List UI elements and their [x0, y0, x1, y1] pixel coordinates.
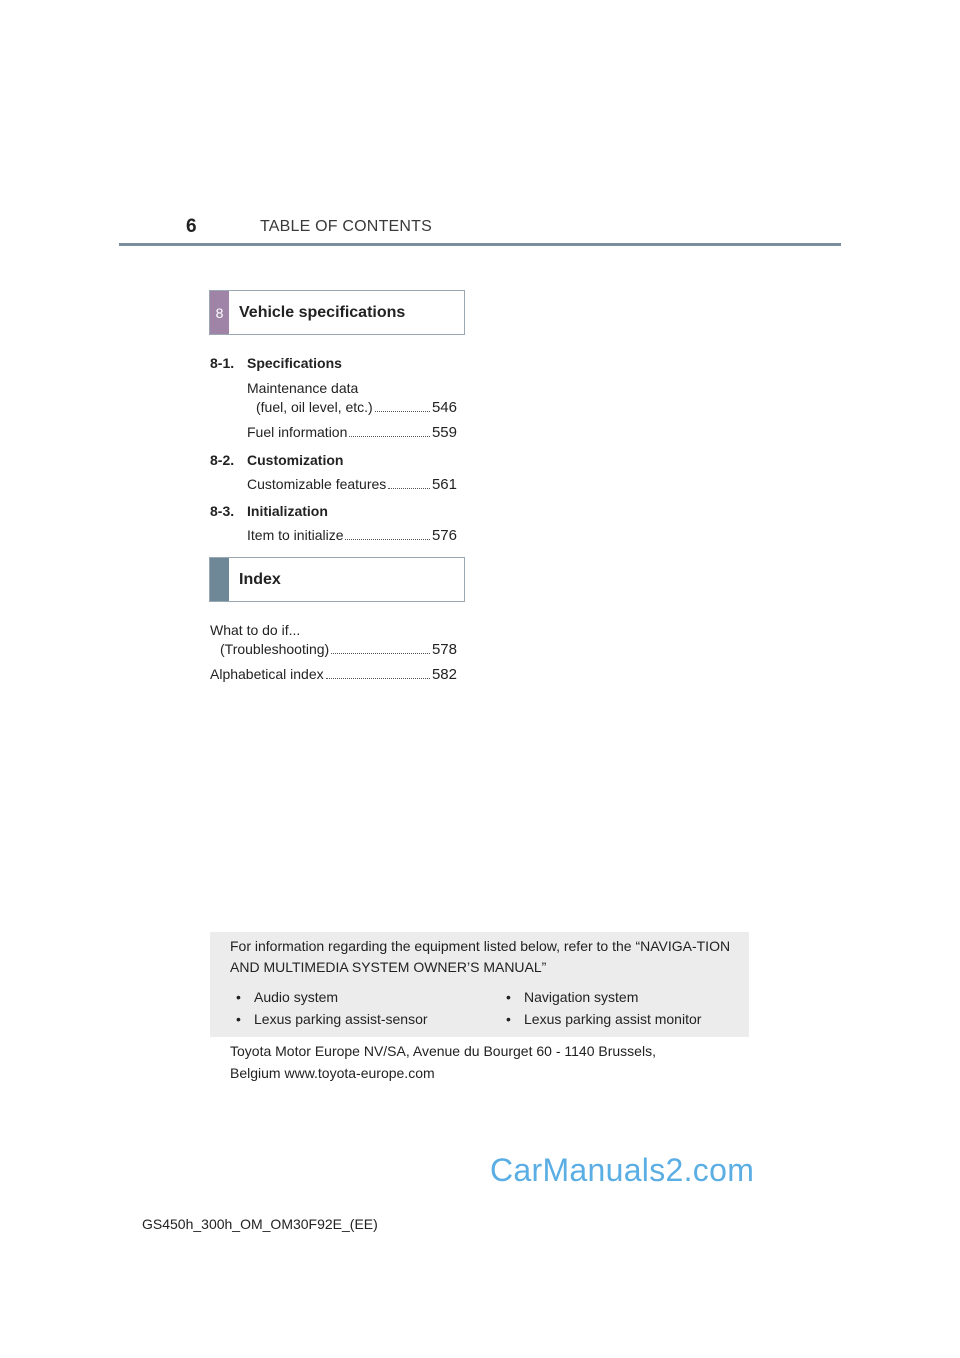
list-item	[506, 1011, 701, 1027]
list-item	[236, 989, 338, 1005]
bullet-icon: •	[506, 989, 511, 1005]
dot-leader	[375, 411, 430, 412]
section-header-vehicle-specifications	[209, 290, 465, 335]
bullet-icon: •	[236, 989, 241, 1005]
toc-entry-label: Item to initialize	[247, 527, 344, 543]
section-tab	[210, 558, 229, 601]
toc-entry-label: Alphabetical index	[210, 666, 324, 682]
dot-leader	[326, 678, 430, 679]
publisher-info	[230, 1040, 730, 1084]
toc-entry-label: Fuel information	[247, 424, 348, 440]
dot-leader	[349, 436, 430, 437]
dot-leader	[331, 653, 430, 654]
watermark-logo: CarManuals2.com	[490, 1152, 755, 1188]
chapter-heading[interactable]	[210, 452, 343, 468]
section-title: Vehicle specifications	[239, 303, 406, 321]
toc-entry[interactable]	[220, 641, 457, 658]
toc-entry[interactable]	[256, 399, 457, 416]
section-tab-number: 8	[210, 291, 229, 334]
publisher-line: Belgium www.toyota-europe.com	[230, 1065, 435, 1081]
bullet-icon: •	[506, 1011, 511, 1027]
list-item-label: Lexus parking assist monitor	[524, 1011, 702, 1027]
chapter-title: Specifications	[247, 355, 342, 371]
toc-entry-label: Customizable features	[247, 476, 387, 492]
chapter-title: Customization	[247, 452, 344, 468]
list-item-label: Lexus parking assist-sensor	[254, 1011, 428, 1027]
list-item	[506, 989, 638, 1005]
chapter-number: 8-2.	[210, 452, 235, 468]
section-title: Index	[239, 570, 281, 588]
document-code: GS450h_300h_OM_OM30F92E_(EE)	[142, 1216, 378, 1232]
page-number: 6	[186, 216, 197, 237]
toc-entry-line1[interactable]: What to do if...	[210, 622, 301, 638]
toc-page-number: 582	[431, 666, 457, 683]
toc-entry[interactable]	[247, 527, 457, 544]
toc-page-number: 578	[431, 641, 457, 658]
toc-entry-label: (fuel, oil level, etc.)	[256, 399, 373, 415]
list-item-label: Audio system	[254, 989, 339, 1005]
dot-leader	[345, 539, 429, 540]
header-divider	[119, 243, 841, 246]
section-header-index	[209, 557, 465, 602]
info-text: For information regarding the equipment listed below, refer to the “NAVIGA-TION AND MULTIMEDIA SYSTEM OWNER’S MANUAL”	[230, 938, 731, 975]
list-item	[236, 1011, 428, 1027]
info-box	[210, 932, 749, 1037]
chapter-title: Initialization	[247, 503, 328, 519]
toc-page-number: 559	[431, 424, 457, 441]
dot-leader	[388, 488, 430, 489]
chapter-number: 8-3.	[210, 503, 235, 519]
toc-page-number: 576	[431, 527, 457, 544]
toc-page-number: 561	[431, 476, 457, 493]
toc-entry[interactable]	[247, 424, 457, 441]
page-title: TABLE OF CONTENTS	[260, 218, 433, 235]
chapter-heading[interactable]	[210, 503, 328, 519]
publisher-line: Toyota Motor Europe NV/SA, Avenue du Bourget 60 - 1140 Brussels,	[230, 1043, 656, 1059]
toc-entry-label: (Troubleshooting)	[220, 641, 330, 657]
toc-page-number: 546	[431, 399, 457, 416]
bullet-icon: •	[236, 1011, 241, 1027]
list-item-label: Navigation system	[524, 989, 639, 1005]
chapter-heading[interactable]	[210, 355, 342, 371]
chapter-number: 8-1.	[210, 355, 235, 371]
toc-entry[interactable]	[247, 476, 457, 493]
toc-entry-line1[interactable]: Maintenance data	[247, 380, 359, 396]
toc-entry[interactable]	[210, 666, 457, 683]
